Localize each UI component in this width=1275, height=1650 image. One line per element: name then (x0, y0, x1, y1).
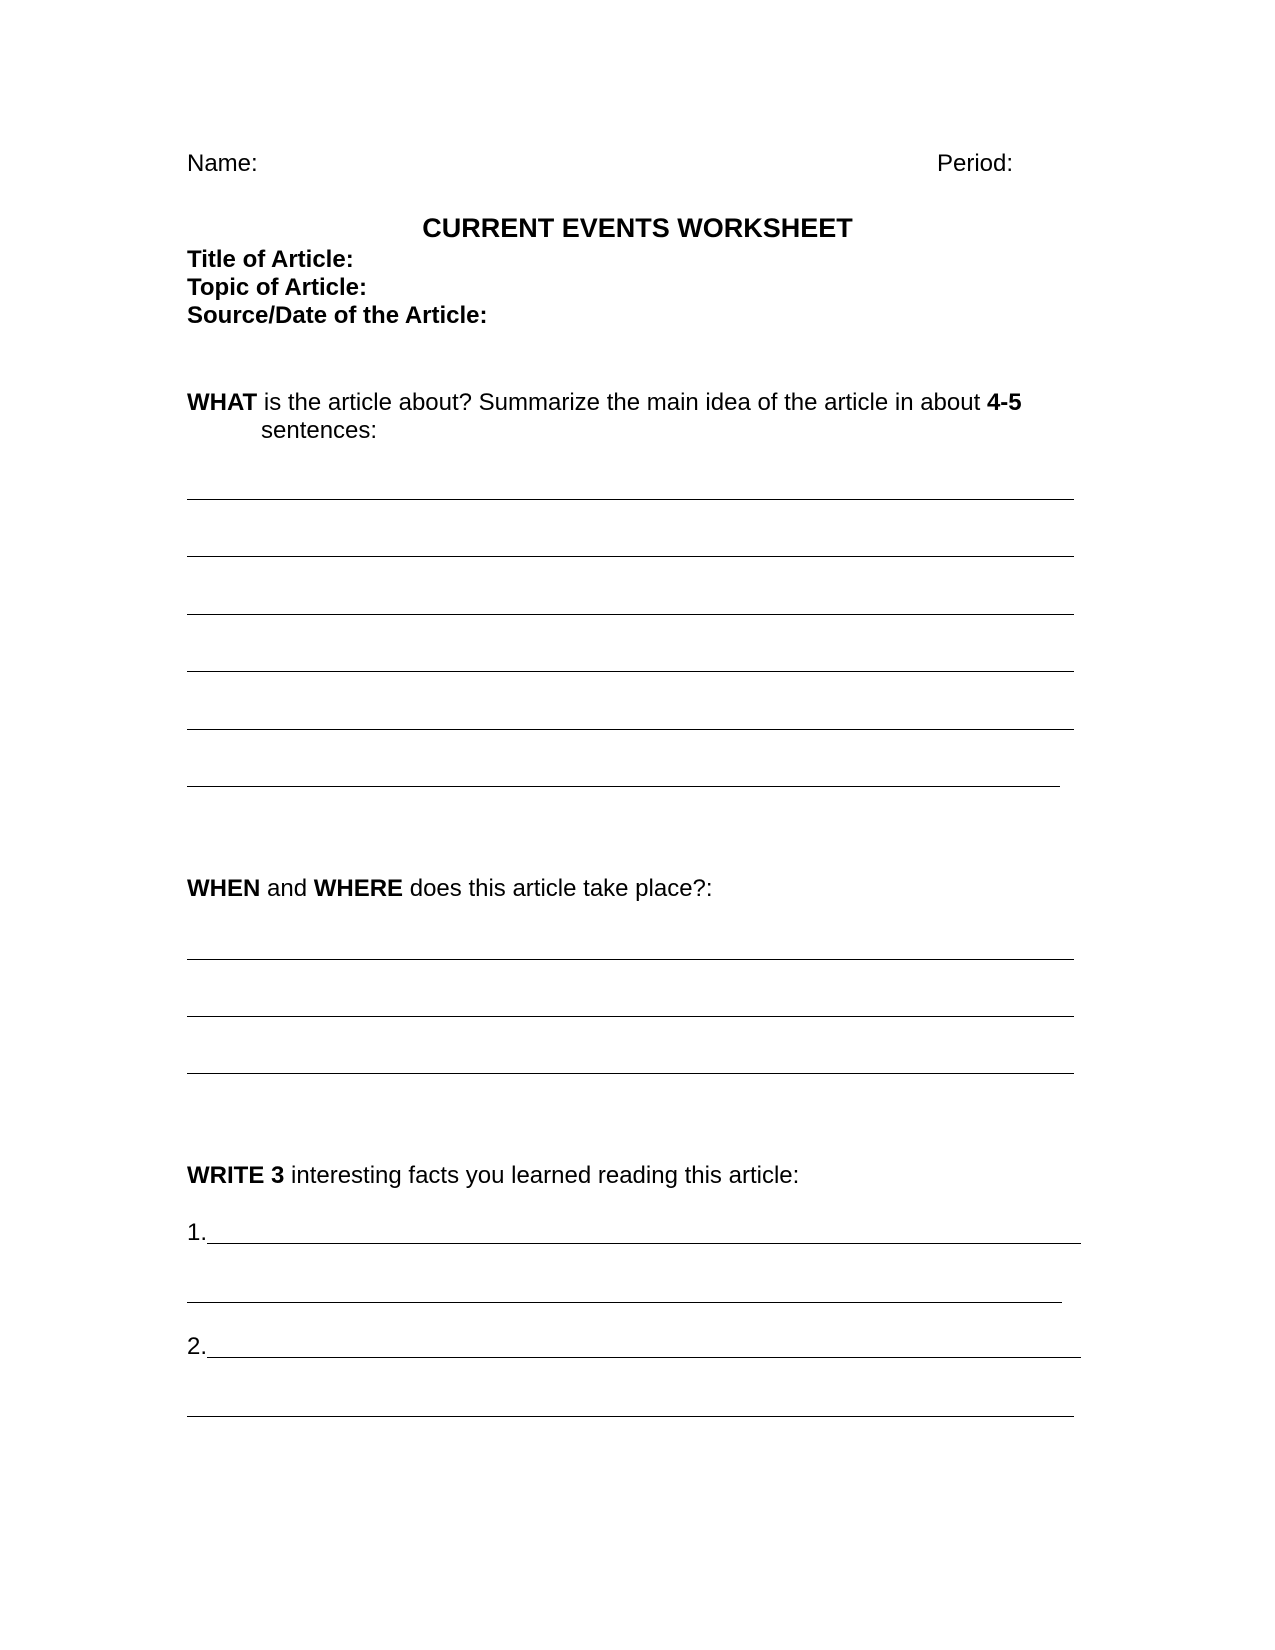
when-where-answer-line-2[interactable] (187, 1016, 1074, 1017)
when-where-and: and (260, 875, 314, 902)
sentence-count: 4-5 (986, 389, 1022, 416)
what-answer-line-4[interactable] (187, 671, 1074, 672)
what-answer-line-1[interactable] (187, 499, 1074, 500)
fact-2-line[interactable] (187, 1333, 1081, 1361)
what-question-line2: sentences: (261, 417, 378, 444)
when-where-answer-line-1[interactable] (187, 959, 1074, 960)
where-keyword: WHERE (313, 875, 404, 902)
fact-1-line[interactable] (187, 1219, 1081, 1247)
what-keyword: WHAT (187, 389, 258, 416)
write-facts-text: interesting facts you learned reading this article: (284, 1162, 800, 1189)
when-where-question (187, 875, 713, 903)
source-date-label: Source/Date of the Article: (187, 302, 488, 329)
fact-1-blank[interactable] (207, 1243, 1081, 1244)
write-facts-question (187, 1162, 799, 1190)
title-of-article-label: Title of Article: (187, 246, 354, 273)
what-answer-line-3[interactable] (187, 614, 1074, 615)
fact-2-blank[interactable] (207, 1357, 1081, 1358)
fact-1-continuation-line[interactable] (187, 1302, 1062, 1303)
when-keyword: WHEN (187, 875, 261, 902)
when-where-answer-line-3[interactable] (187, 1073, 1074, 1074)
when-where-text: does this article take place?: (403, 875, 713, 902)
write-3-keyword: WRITE 3 (187, 1162, 285, 1189)
topic-of-article-label: Topic of Article: (187, 274, 367, 301)
name-label: Name: (187, 150, 258, 177)
fact-1-number: 1. (187, 1219, 208, 1246)
period-label: Period: (937, 150, 1014, 177)
worksheet-title: CURRENT EVENTS WORKSHEET (422, 213, 853, 243)
what-question-text: is the article about? Summarize the main idea of the article in about (257, 389, 987, 416)
what-answer-line-2[interactable] (187, 556, 1074, 557)
what-question (187, 389, 1022, 417)
fact-2-continuation-line[interactable] (187, 1416, 1074, 1417)
fact-2-number: 2. (187, 1333, 208, 1360)
what-answer-line-5[interactable] (187, 729, 1074, 730)
what-answer-line-6[interactable] (187, 786, 1060, 787)
